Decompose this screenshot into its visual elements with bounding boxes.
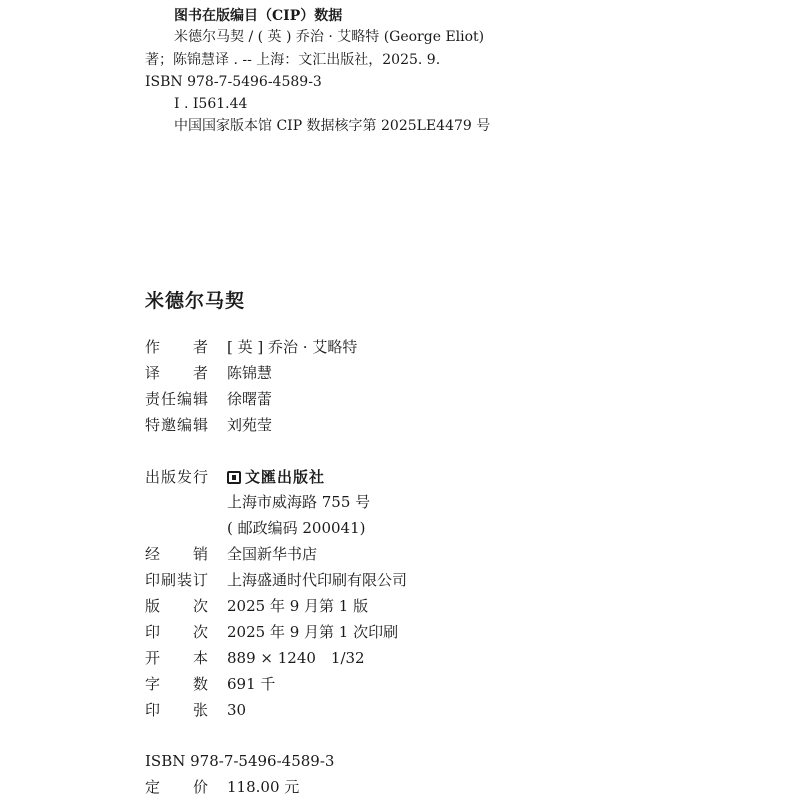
price-label: 定 价 [145,778,209,796]
detail-value: 889 × 1240 1/32 [227,649,365,667]
detail-label: 印 张 [145,701,209,719]
cip-line-isbn: ISBN 978-7-5496-4589-3 [145,74,322,90]
wenhui-logo-icon [227,471,241,484]
credit-value: 徐曙蕾 [227,390,273,408]
credit-label: 作 者 [145,338,209,356]
publisher-label: 出版发行 [145,468,210,486]
book-title: 米德尔马契 [145,290,246,312]
isbn-row [145,748,334,774]
credit-value: [ 英 ] 乔治 · 艾略特 [227,338,358,356]
cip-line-classification: Ⅰ . I561.44 [174,96,248,112]
detail-value: 上海盛通时代印刷有限公司 [227,571,408,589]
detail-label: 版 次 [145,597,209,615]
credit-label: 译 者 [145,364,209,382]
detail-label: 经 销 [145,545,209,563]
credit-value: 刘苑莹 [227,416,273,434]
detail-value: 30 [227,701,247,719]
detail-label: 印刷装订 [145,571,210,589]
credit-label: 责任编辑 [145,390,210,408]
publisher-postcode: ( 邮政编码 200041) [227,519,366,537]
detail-value: 全国新华书店 [227,545,318,563]
cip-line-record-number: 中国国家版本馆 CIP 数据核字第 2025LE4479 号 [174,118,491,134]
detail-label: 印 次 [145,623,209,641]
cip-heading: 图书在版编目（CIP）数据 [174,8,343,24]
detail-label: 字 数 [145,675,209,693]
credit-label: 特邀编辑 [145,416,210,434]
publisher-logo [227,464,325,490]
publisher-logo-text: 文匯出版社 [245,468,326,486]
cip-line-title-author: 米德尔马契 / ( 英 ) 乔治 · 艾略特 (George Eliot) [174,29,485,45]
price-value: 118.00 元 [227,778,300,796]
detail-value: 691 千 [227,675,276,693]
publisher-address: 上海市威海路 755 号 [227,493,371,511]
cip-line-translator-publisher: 著；陈锦慧译 . -- 上海：文汇出版社，2025. 9. [145,52,441,68]
detail-value: 2025 年 9 月第 1 次印刷 [227,623,399,641]
detail-label: 开 本 [145,649,209,667]
isbn-text: ISBN 978-7-5496-4589-3 [145,752,335,770]
credit-value: 陈锦慧 [227,364,273,382]
detail-value: 2025 年 9 月第 1 版 [227,597,369,615]
